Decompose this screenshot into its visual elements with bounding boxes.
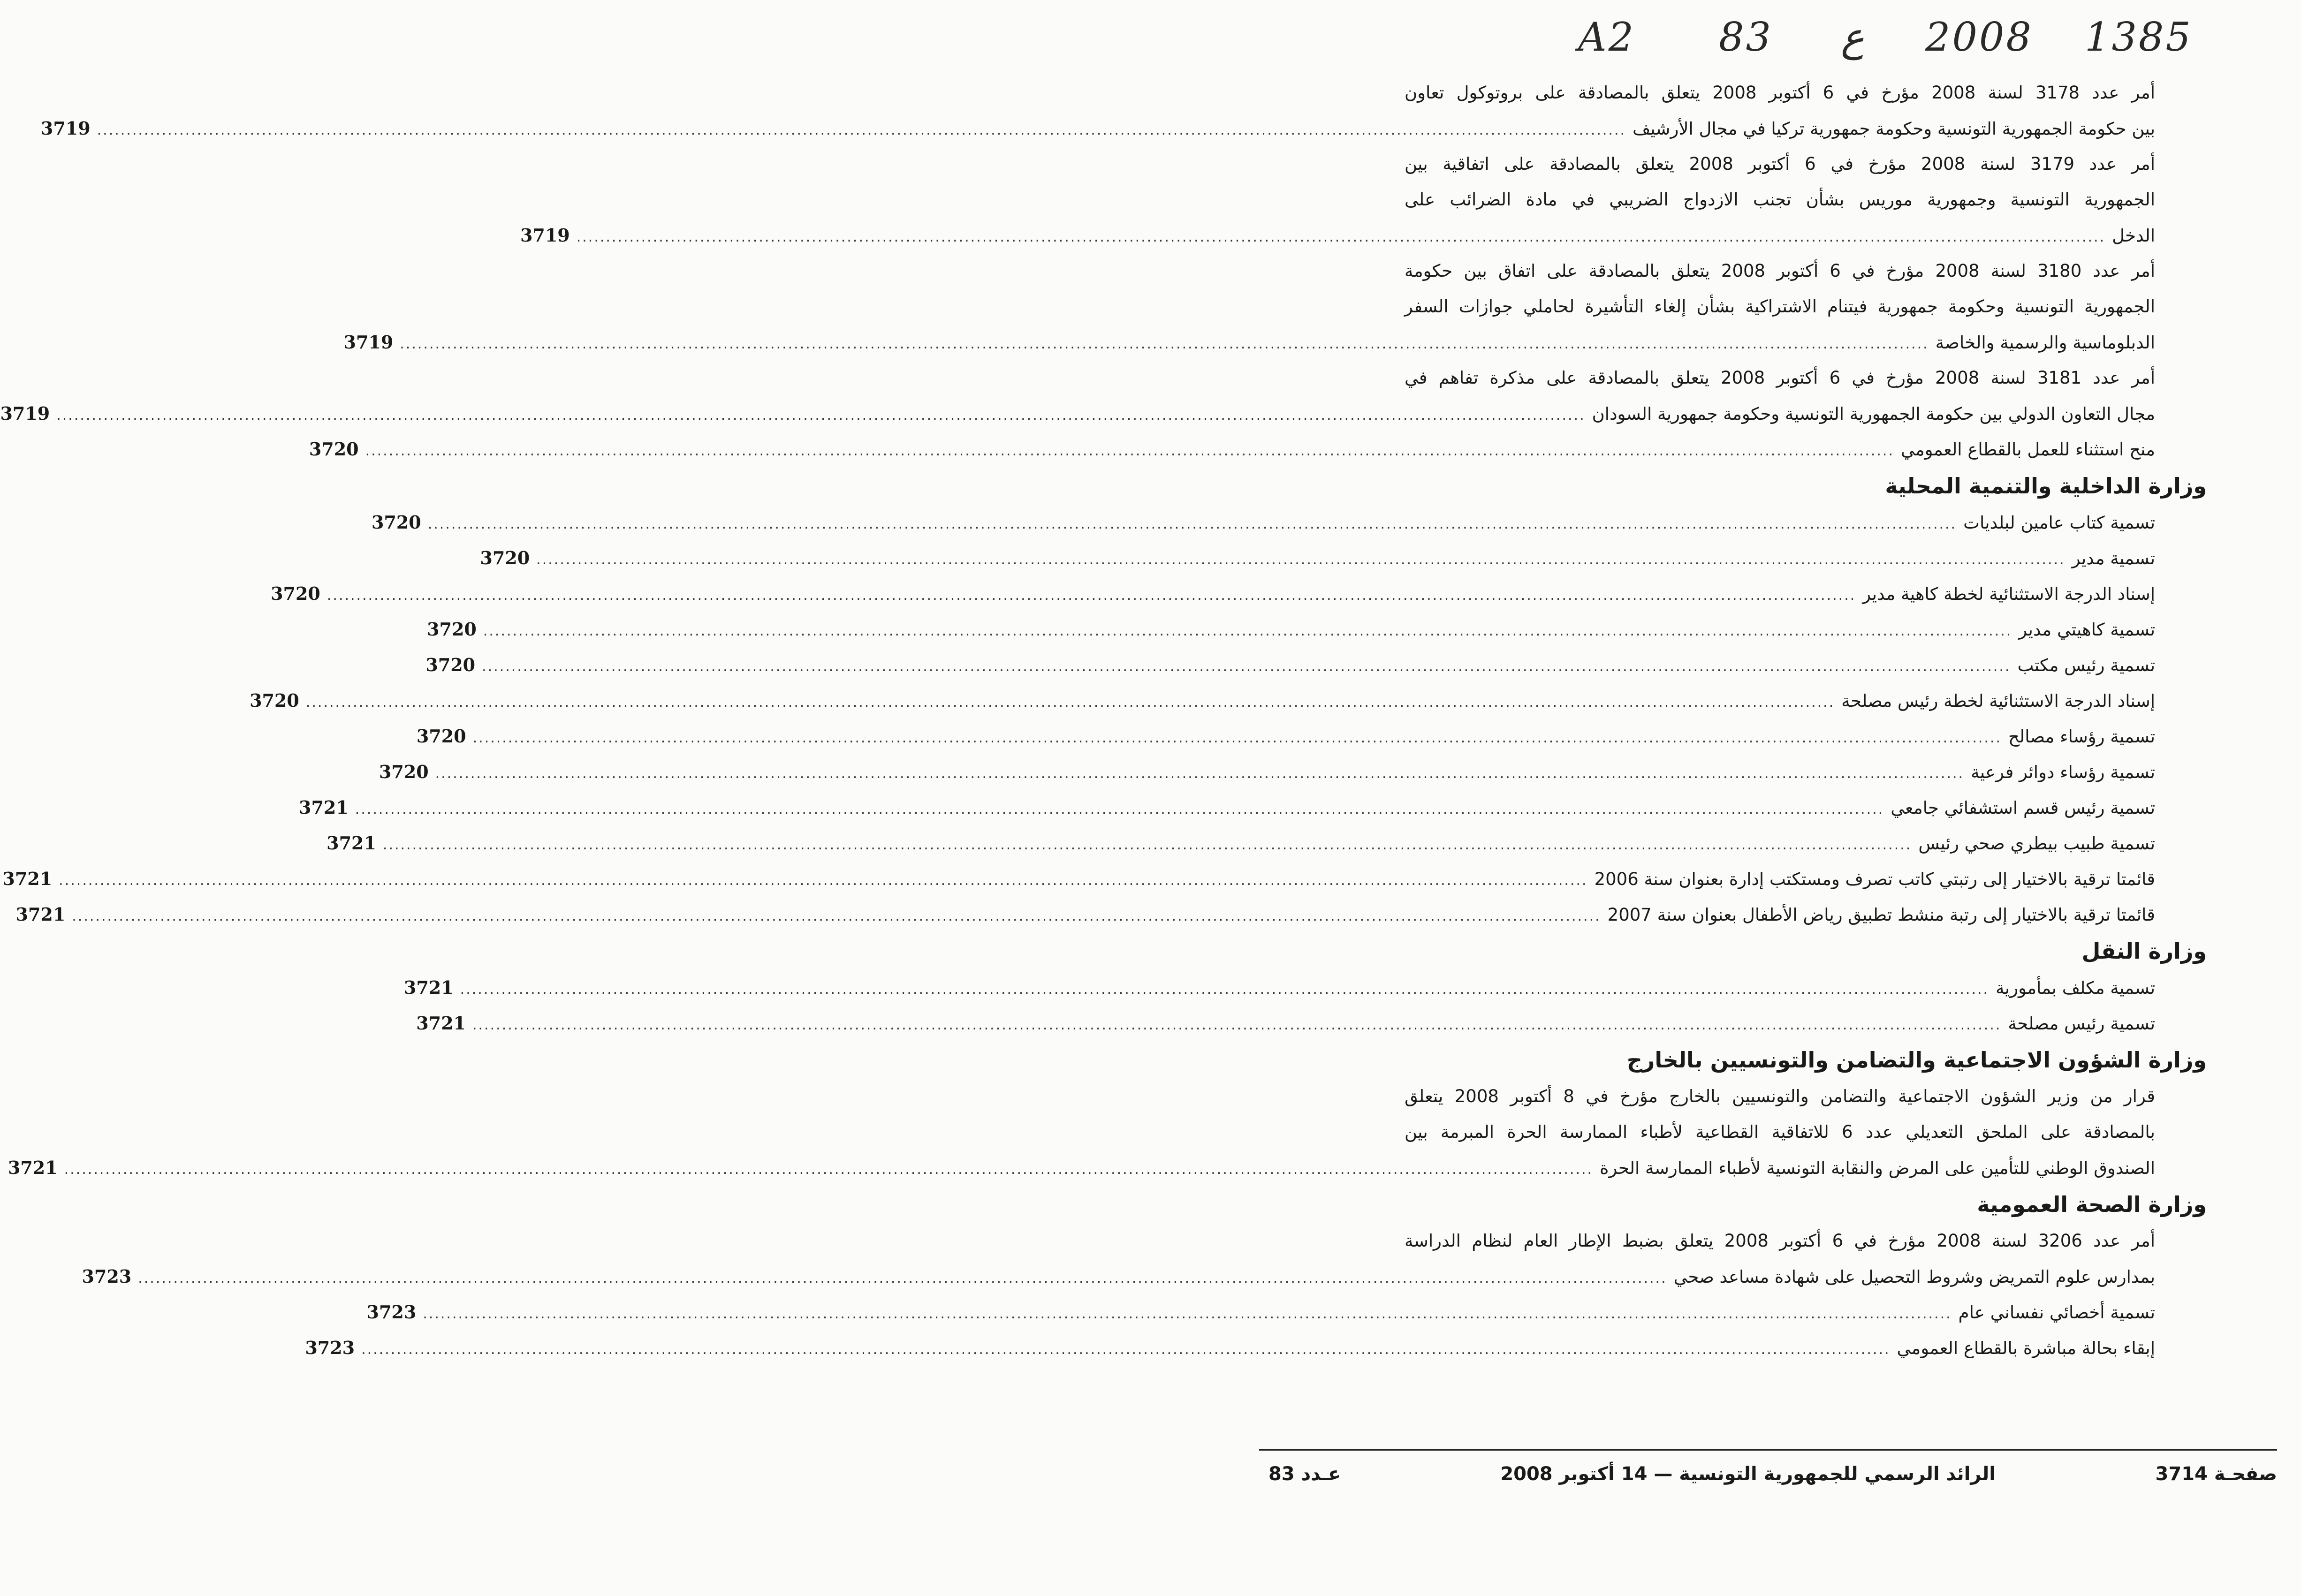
dot-leader: ....................................................................................................................................................................................................................................................................	[400, 336, 1929, 352]
ministry-heading: وزارة الصحة العمومية	[1977, 1192, 2207, 1217]
dot-leader: ....................................................................................................................................................................................................................................................................	[56, 407, 1586, 424]
toc-entry[interactable]	[305, 1330, 2155, 1366]
toc-entry-text: إبقاء بحالة مباشرة بالقطاع العمومي	[1897, 1338, 2155, 1358]
toc-entry-text: بمدارس علوم التمريض وشروط التحصيل على شهادة مساعد صحي	[1673, 1267, 2155, 1287]
toc-entry-text: تسمية رئيس قسم استشفائي جامعي	[1891, 798, 2155, 818]
toc-entry-text: تسمية كتاب عامين لبلديات	[1963, 513, 2155, 533]
toc-entry[interactable]	[299, 790, 2155, 825]
toc-page-number: 3719	[0, 403, 50, 424]
toc-entry-text: أمر عدد 3178 لسنة 2008 مؤرخ في 6 أكتوبر 2008 يتعلق بالمصادقة على بروتوكول تعاون	[1405, 83, 2155, 103]
toc-entry-text: أمر عدد 3179 لسنة 2008 مؤرخ في 6 أكتوبر 2008 يتعلق بالمصادقة على اتفاقية بين	[1405, 154, 2156, 174]
dot-leader: ....................................................................................................................................................................................................................................................................	[305, 694, 1835, 711]
toc-entry[interactable]	[309, 431, 2155, 467]
toc-entry-text: إسناد الدرجة الاستثنائية لخطة رئيس مصلحة	[1841, 691, 2155, 711]
toc-entry-text: تسمية مكلف بمأمورية	[1996, 978, 2155, 998]
toc-entry-text: قرار من وزير الشؤون الاجتماعية والتضامن والتونسيين بالخارج مؤرخ في 8 أكتوبر 2008 يتعلق	[1405, 1086, 2155, 1106]
handwritten-note-part: 2008	[1925, 14, 2033, 60]
dot-leader: ....................................................................................................................................................................................................................................................................	[365, 443, 1895, 459]
toc-entry[interactable]	[2, 861, 2155, 897]
toc-entry[interactable]	[40, 75, 2155, 146]
dot-leader: ....................................................................................................................................................................................................................................................................	[483, 623, 2012, 639]
dot-leader: ....................................................................................................................................................................................................................................................................	[472, 730, 2002, 746]
dot-leader: ....................................................................................................................................................................................................................................................................	[435, 765, 1965, 782]
dot-leader: ....................................................................................................................................................................................................................................................................	[423, 1306, 1952, 1322]
dot-leader: ....................................................................................................................................................................................................................................................................	[536, 552, 2066, 568]
toc-entry[interactable]	[271, 576, 2155, 612]
toc-entry[interactable]	[82, 1223, 2155, 1294]
toc-entry[interactable]	[0, 360, 2155, 431]
handwritten-note-part: ع	[1841, 14, 1865, 60]
toc-entry-text: الجمهورية التونسية وحكومة جمهورية فيتنام الاشتراكية بشأن إلغاء التأشيرة لحاملي جوازات السفر	[1405, 296, 2155, 317]
toc-page-number: 3720	[427, 619, 477, 640]
dot-leader: ....................................................................................................................................................................................................................................................................	[59, 872, 1588, 889]
toc-entry[interactable]	[416, 719, 2155, 754]
ministry-heading: وزارة الداخلية والتنمية المحلية	[1885, 473, 2207, 499]
toc-entry[interactable]	[480, 540, 2155, 576]
toc-entry-text: تسمية أخصائي نفساني عام	[1958, 1302, 2155, 1323]
toc-page-number: 3721	[2, 868, 53, 889]
toc-page-number: 3721	[416, 1013, 466, 1034]
dot-leader: ....................................................................................................................................................................................................................................................................	[460, 981, 1990, 998]
toc-entry-text: إسناد الدرجة الاستثنائية لخطة كاهية مدير	[1862, 584, 2155, 604]
toc-entry-text: أمر عدد 3180 لسنة 2008 مؤرخ في 6 أكتوبر 2008 يتعلق بالمصادقة على اتفاق بين حكومة	[1405, 261, 2156, 281]
dot-leader: ....................................................................................................................................................................................................................................................................	[576, 229, 2106, 245]
toc-entry[interactable]	[250, 683, 2155, 719]
dot-leader: ....................................................................................................................................................................................................................................................................	[482, 658, 2011, 675]
handwritten-note-part: 1385	[2085, 14, 2193, 60]
toc-page-number: 3723	[82, 1266, 132, 1287]
toc-entry[interactable]	[8, 1079, 2155, 1186]
toc-page-number: 3721	[299, 797, 349, 818]
dot-leader: ....................................................................................................................................................................................................................................................................	[361, 1341, 1891, 1358]
toc-entry-text: تسمية رئيس مكتب	[2017, 655, 2155, 675]
toc-entry-text: قائمتا ترقية بالاختيار إلى رتبتي كاتب تصرف ومستكتب إدارة بعنوان سنة 2006	[1594, 869, 2155, 889]
toc-entry-text: الصندوق الوطني للتأمين على المرض والنقابة التونسية لأطباء الممارسة الحرة	[1600, 1158, 2155, 1178]
toc-entry[interactable]	[15, 897, 2155, 932]
dot-leader: ....................................................................................................................................................................................................................................................................	[382, 837, 1912, 853]
toc-entry[interactable]	[425, 647, 2155, 683]
toc-entry-text: تسمية مدير	[2072, 548, 2155, 568]
footer-publication-title: الرائد الرسمي للجمهورية التونسية — 14 أكتوبر 2008	[1500, 1463, 1996, 1485]
dot-leader: ....................................................................................................................................................................................................................................................................	[64, 1161, 1594, 1178]
toc-page-number: 3723	[305, 1337, 355, 1358]
toc-page-number: 3720	[379, 761, 429, 782]
dot-leader: ....................................................................................................................................................................................................................................................................	[138, 1270, 1667, 1286]
toc-entry-text: تسمية رؤساء دوائر فرعية	[1971, 762, 2155, 782]
toc-entry[interactable]	[416, 1006, 2155, 1041]
toc-entry-text: تسمية طبيب بيطري صحي رئيس	[1918, 833, 2155, 854]
toc-entry[interactable]	[366, 1294, 2155, 1330]
toc-entry[interactable]	[379, 754, 2155, 790]
toc-entry[interactable]	[403, 970, 2155, 1006]
footer-divider	[1259, 1449, 2277, 1451]
toc-entry-text: تسمية رؤساء مصالح	[2008, 726, 2155, 747]
handwritten-note	[1522, 9, 2207, 66]
toc-entry-text: بين حكومة الجمهورية التونسية وحكومة جمهورية تركيا في مجال الأرشيف	[1633, 119, 2155, 139]
toc-entry-text: بالمصادقة على الملحق التعديلي عدد 6 للاتفاقية القطاعية لأطباء الممارسة الحرة المبرمة بين	[1405, 1122, 2155, 1142]
toc-page-number: 3720	[371, 512, 421, 533]
toc-entry-text: تسمية رئيس مصلحة	[2008, 1014, 2155, 1034]
toc-page-number: 3723	[366, 1301, 417, 1323]
toc-page-number: 3720	[250, 690, 299, 711]
handwritten-note-part: A2	[1578, 14, 1636, 60]
toc-page-number: 3720	[309, 439, 359, 460]
toc-page-number: 3721	[8, 1157, 58, 1178]
toc-page-number: 3719	[40, 118, 91, 139]
toc-page-number: 3719	[343, 332, 394, 353]
page-footer	[1259, 1463, 2277, 1496]
dot-leader: ....................................................................................................................................................................................................................................................................	[327, 587, 1856, 604]
dot-leader: ....................................................................................................................................................................................................................................................................	[427, 516, 1957, 532]
table-of-contents	[0, 75, 2207, 1366]
toc-page-number: 3720	[271, 583, 320, 604]
toc-page-number: 3720	[425, 654, 476, 675]
toc-entry-text: أمر عدد 3206 لسنة 2008 مؤرخ في 6 أكتوبر 2008 يتعلق بضبط الإطار العام لنظام الدراسة	[1405, 1231, 2155, 1251]
dot-leader: ....................................................................................................................................................................................................................................................................	[97, 122, 1626, 138]
toc-entry-text: منح استثناء للعمل بالقطاع العمومي	[1901, 439, 2155, 460]
footer-page-number: صفحـة 3714	[2155, 1463, 2277, 1485]
toc-entry-text: الجمهورية التونسية وجمهورية موريس بشأن تجنب الازدواج الضريبي في مادة الضرائب على	[1405, 189, 2155, 210]
toc-page-number: 3721	[403, 977, 454, 998]
toc-entry[interactable]	[427, 612, 2155, 647]
toc-page-number: 3721	[15, 904, 66, 925]
handwritten-note-part: 83	[1719, 14, 1773, 60]
toc-entry[interactable]	[327, 825, 2155, 861]
toc-page-number: 3721	[327, 832, 376, 854]
dot-leader: ....................................................................................................................................................................................................................................................................	[72, 908, 1601, 924]
ministry-heading: وزارة النقل	[2081, 938, 2207, 964]
toc-entry[interactable]	[343, 253, 2156, 360]
toc-entry-text: الدخل	[2112, 226, 2155, 246]
toc-entry-text: قائمتا ترقية بالاختيار إلى رتبة منشط تطبيق رياض الأطفال بعنوان سنة 2007	[1607, 905, 2155, 925]
toc-entry-text: تسمية كاهيتي مدير	[2019, 620, 2155, 640]
toc-entry-text: مجال التعاون الدولي بين حكومة الجمهورية التونسية وحكومة جمهورية السودان	[1592, 404, 2155, 424]
toc-entry[interactable]	[520, 146, 2156, 253]
dot-leader: ....................................................................................................................................................................................................................................................................	[355, 801, 1884, 817]
footer-issue-number: عـدد 83	[1268, 1463, 1341, 1485]
dot-leader: ....................................................................................................................................................................................................................................................................	[472, 1017, 2002, 1033]
ministry-heading: وزارة الشؤون الاجتماعية والتضامن والتونسيين بالخارج	[1626, 1047, 2207, 1073]
toc-entry[interactable]	[371, 505, 2155, 540]
toc-page-number: 3720	[480, 547, 530, 568]
toc-entry-text: أمر عدد 3181 لسنة 2008 مؤرخ في 6 أكتوبر 2008 يتعلق بالمصادقة على مذكرة تفاهم في	[1405, 368, 2155, 388]
toc-entry-text: الدبلوماسية والرسمية والخاصة	[1935, 333, 2155, 353]
toc-page-number: 3719	[520, 225, 570, 246]
toc-page-number: 3720	[416, 726, 466, 747]
